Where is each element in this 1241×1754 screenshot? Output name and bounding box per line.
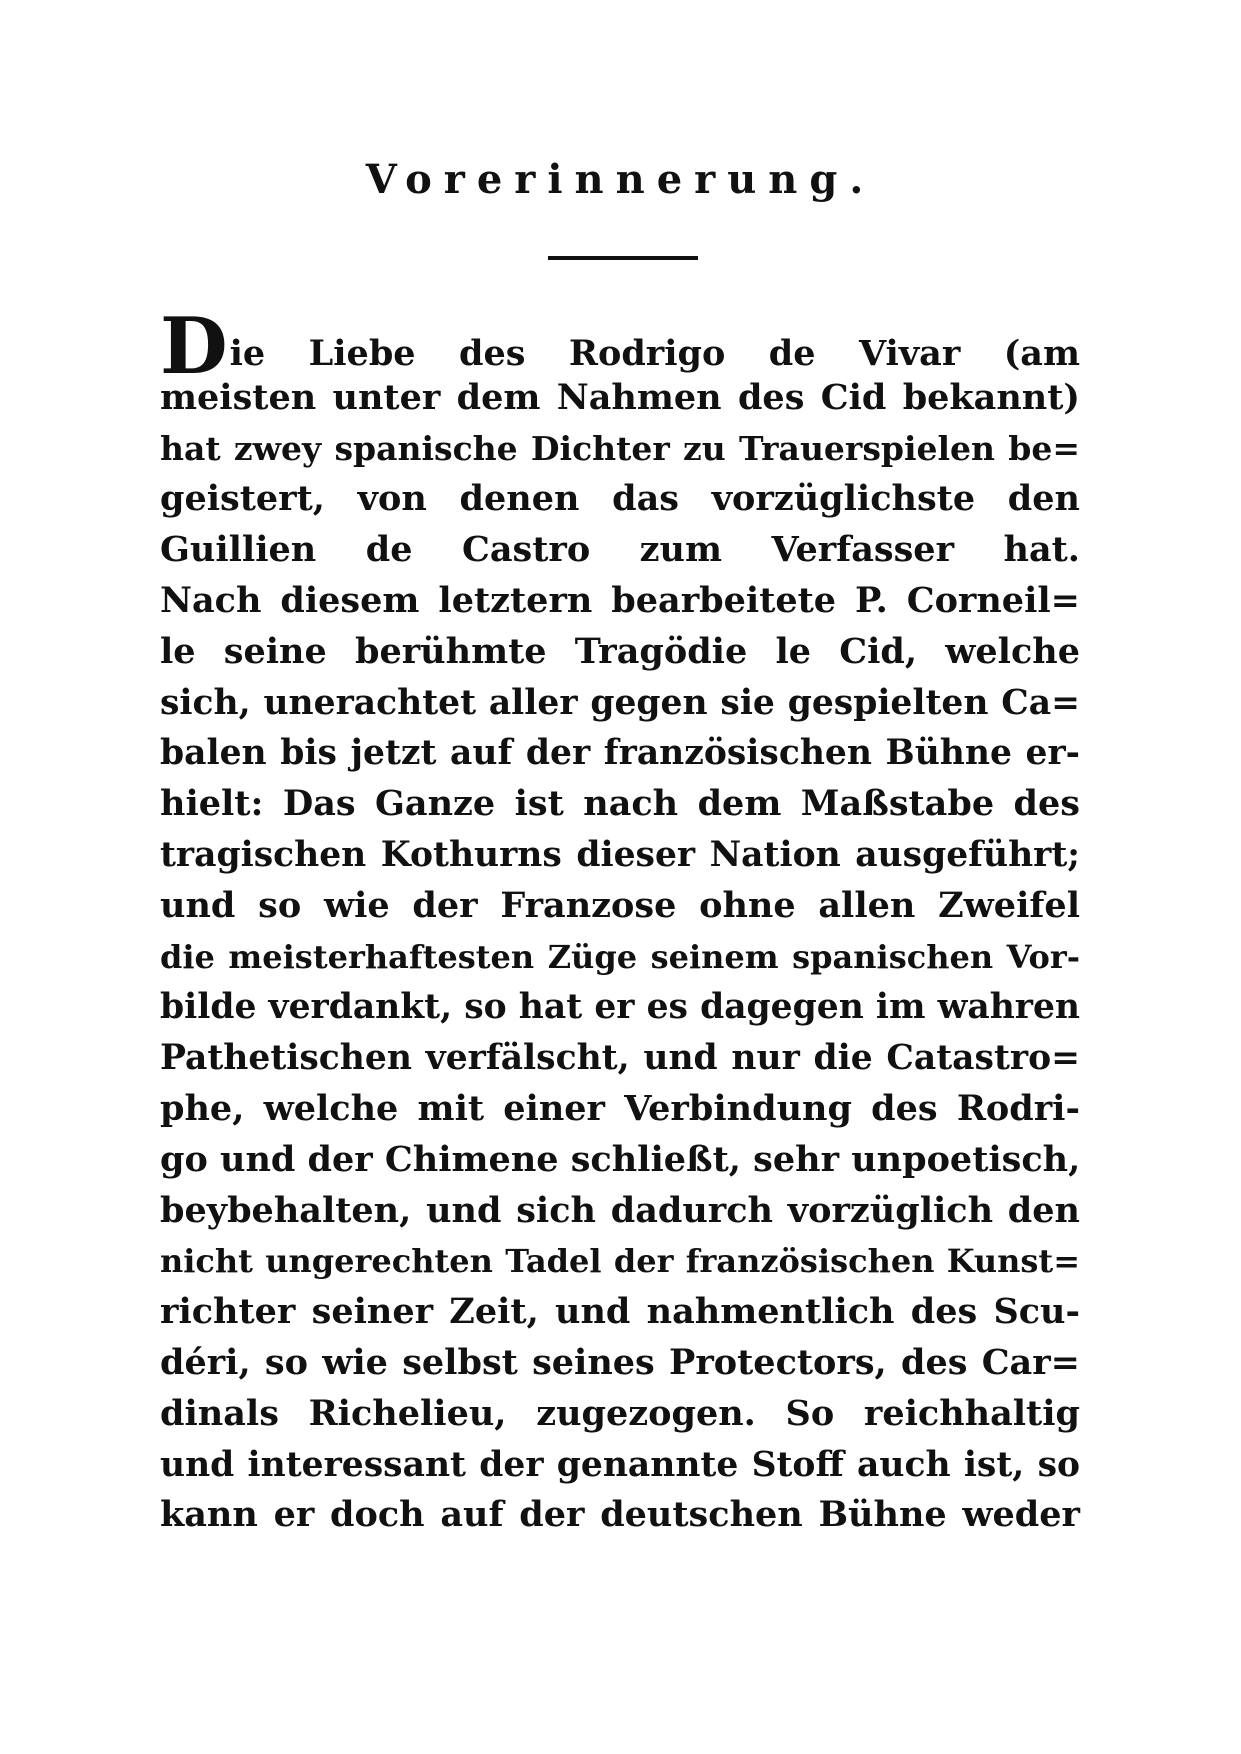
text-line	[160, 301, 1080, 392]
text-line: beybehalten, und sich dadurch vorzüglich den	[160, 1189, 1080, 1231]
text-line: kann er doch auf der deutschen Bühne weder	[160, 1494, 1080, 1536]
text-line: go und der Chimene schließt, sehr unpoetisch,	[160, 1138, 1081, 1180]
text-line: bilde verdankt, so hat er es dagegen im wahren	[160, 987, 1080, 1028]
text-line: le seine berühmte Tragödie le Cid, welche	[160, 630, 1080, 672]
text-line: geistert, von denen das vorzüglichste den	[160, 478, 1080, 520]
text-line: und so wie der Franzose ohne allen Zweifel	[160, 884, 1080, 926]
text-line: die meisterhaftesten Züge seinem spanischen Vor-	[160, 937, 1080, 976]
text-line: Nach diesem letztern bearbeitete P. Corneil=	[160, 579, 1080, 621]
body-text	[160, 301, 1081, 1541]
text-line: phe, welche mit einer Verbindung des Rodri-	[160, 1087, 1080, 1129]
text-line: und interessant der genannte Stoff auch ist, so	[160, 1444, 1080, 1485]
text-line: nicht ungerechten Tadel der französischen Kunst=	[160, 1242, 1080, 1281]
text-line: dinals Richelieu, zugezogen. So reichhaltig	[160, 1392, 1080, 1434]
text-line-content: ie Liebe des Rodrigo de Vivar (am	[229, 333, 1080, 374]
page-heading: Vorerinnerung.	[365, 156, 876, 203]
text-line: Pathetischen verfälscht, und nur die Catastro=	[160, 1038, 1080, 1079]
text-line: balen bis jetzt auf der französischen Bühne er-	[160, 733, 1080, 774]
heading-rule	[548, 256, 698, 260]
text-line: richter seiner Zeit, und nahmentlich des Scu-	[160, 1291, 1080, 1333]
text-line: déri, so wie selbst seines Protectors, des Car=	[160, 1341, 1080, 1383]
text-line: meisten unter dem Nahmen des Cid bekannt)	[160, 376, 1080, 418]
text-line: sich, unerachtet aller gegen sie gespielten Ca=	[160, 682, 1080, 723]
text-line: hielt: Das Ganze ist nach dem Maßstabe des	[160, 783, 1080, 825]
text-line: tragischen Kothurns dieser Nation ausgeführt;	[160, 834, 1080, 875]
text-line: Guillien de Castro zum Verfasser hat.	[160, 529, 1080, 571]
drop-cap: D	[160, 301, 228, 392]
text-line: hat zwey spanische Dichter zu Trauerspielen be=	[160, 428, 1080, 468]
